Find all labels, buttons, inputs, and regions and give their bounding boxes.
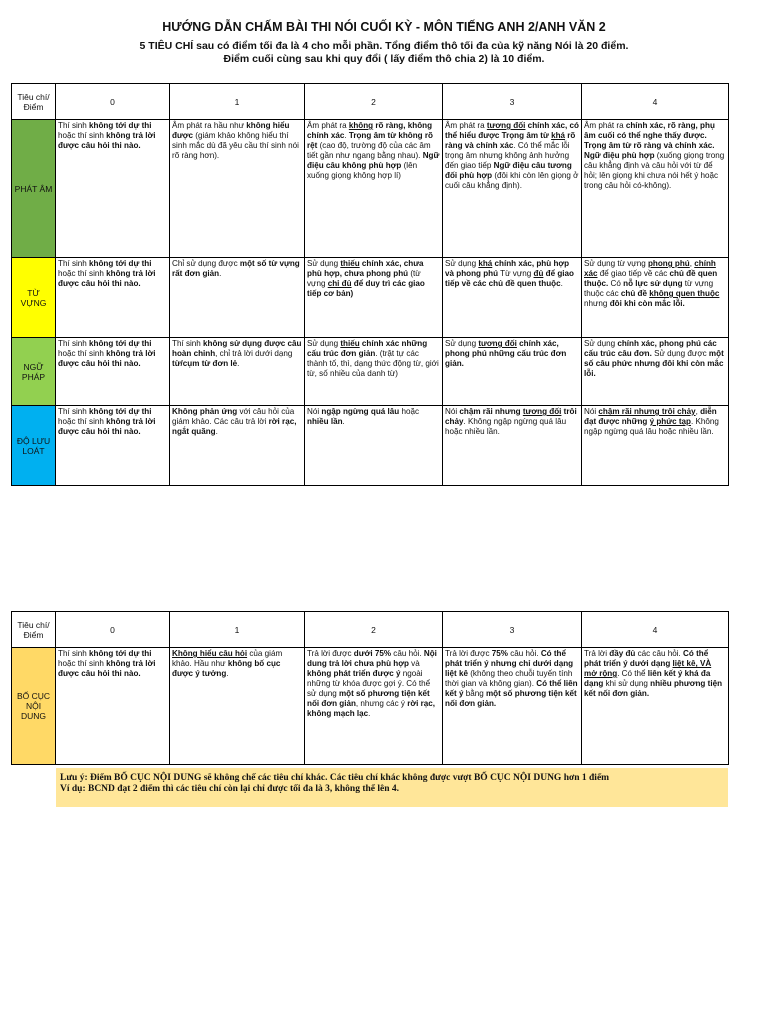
rubric-cell: Thí sinh không tới dự thi hoặc thí sinh không trả lời được câu hỏi thi nào. xyxy=(56,120,170,258)
rubric-cell: Nói ngập ngừng quá lâu hoặc nhiều lần. xyxy=(305,406,443,486)
rubric-row-do-luu-loat xyxy=(12,406,729,486)
rubric-cell: Chỉ sử dụng được một số từ vựng rất đơn giản. xyxy=(170,258,305,338)
rubric-cell: Nói chậm rãi nhưng trôi chảy, diễn đạt được những ý phức tạp. Không ngập ngừng quá lâu hoặc nhiều lần. xyxy=(582,406,729,486)
score-header-0: 0 xyxy=(56,84,170,120)
rubric-cell: Âm phát ra không rõ ràng, không chính xác. Trọng âm từ không rõ rệt (cao độ, trường độ của các âm tiết gần như ngang bằng nhau). Ngữ điệu câu không phù hợp (lên xuống giọng không hợp lí) xyxy=(305,120,443,258)
score-header-2: 2 xyxy=(305,612,443,648)
rubric-cell: Sử dụng tương đối chính xác, phong phú những cấu trúc đơn giản. xyxy=(443,338,582,406)
rubric-cell: Sử dụng thiếu chính xác những cấu trúc đơn giản. (trật tự các thành tố, thì, dạng thức động từ, giới từ, số nhiều của danh từ) xyxy=(305,338,443,406)
note-line-2: Ví dụ: BCND đạt 2 điểm thì các tiêu chí còn lại chỉ được tối đa là 3, không thể lên 4. xyxy=(60,784,399,794)
score-header-3: 3 xyxy=(443,84,582,120)
rubric-cell: Không phản ứng với câu hỏi của giám khảo. Các câu trả lời rời rạc, ngắt quãng. xyxy=(170,406,305,486)
criterion-do-luu-loat: ĐỘ LƯU LOÁT xyxy=(12,406,56,486)
criteria-header: Tiêu chí/Điểm xyxy=(12,612,56,648)
rubric-cell: Thí sinh không sử dụng được câu hoàn chỉnh, chỉ trả lời dưới dạng từ/cụm từ đơn lẻ. xyxy=(170,338,305,406)
criterion-phat-am: PHÁT ÂM xyxy=(12,120,56,258)
rubric-cell: Sử dụng khá chính xác, phù hợp và phong phú Từ vựng đủ để giao tiếp về các chủ đề quen thuộc. xyxy=(443,258,582,338)
rubric-row-phat-am xyxy=(12,120,729,258)
rubric-row-bo-cuc xyxy=(12,648,729,765)
rubric-cell: Sử dụng từ vựng phong phú, chính xác để giao tiếp về các chủ đề quen thuộc. Có nỗ lực sử dụng từ vựng thuộc các chủ đề không quen thuộc nhưng đôi khi còn mắc lỗi. xyxy=(582,258,729,338)
rubric-cell: Thí sinh không tới dự thi hoặc thí sinh không trả lời được câu hỏi thi nào. xyxy=(56,258,170,338)
score-header-1: 1 xyxy=(170,612,305,648)
criterion-ngu-phap: NGỮ PHÁP xyxy=(12,338,56,406)
score-header-3: 3 xyxy=(443,612,582,648)
score-header-4: 4 xyxy=(582,612,729,648)
criterion-bo-cuc-noi-dung: BỐ CỤC NỘI DUNG xyxy=(12,648,56,765)
rubric-table-main xyxy=(11,83,729,486)
subtitle-line-1: 5 TIÊU CHÍ sau có điểm tối đa là 4 cho mỗi phần. Tổng điểm thô tối đa của kỹ năng Nói là 20 điểm. xyxy=(139,40,629,52)
criterion-tu-vung: TỪ VỰNG xyxy=(12,258,56,338)
rubric-cell: Trả lời được 75% câu hỏi. Có thể phát triển ý nhưng chỉ dưới dạng liệt kê (không theo chuỗi tuyến tính thời gian và không gian). Có thể liên kết ý bằng một số phương tiện kết nối đơn giản. xyxy=(443,648,582,765)
criteria-header: Tiêu chí/Điểm xyxy=(12,84,56,120)
rubric-row-tu-vung xyxy=(12,258,729,338)
score-header-0: 0 xyxy=(56,612,170,648)
score-header-2: 2 xyxy=(305,84,443,120)
score-header-4: 4 xyxy=(582,84,729,120)
score-header-1: 1 xyxy=(170,84,305,120)
rubric-cell: Thí sinh không tới dự thi hoặc thí sinh không trả lời được câu hỏi thi nào. xyxy=(56,648,170,765)
note-line-1: Lưu ý: Điểm BỐ CỤC NỘI DUNG sẽ không chế các tiêu chí khác. Các tiêu chí khác không được vượt BỐ CỤC NỘI DUNG hơn 1 điểm xyxy=(60,773,610,783)
rubric-cell: Âm phát ra tương đối chính xác, có thể hiểu được Trọng âm từ khá rõ ràng và chính xác. Có thể mắc lỗi trọng âm nhưng không ảnh hưởng đến giao tiếp Ngữ điệu câu tương đối phù hợp (đôi khi còn lên giọng ở cuối câu khẳng định). xyxy=(443,120,582,258)
rubric-cell: Âm phát ra hầu như không hiểu được (giám khảo không hiểu thí sinh mắc dù đã yêu cầu thí sinh nói rõ ràng hơn). xyxy=(170,120,305,258)
rubric-cell: Trả lời đầy đủ các câu hỏi. Có thể phát triển ý dưới dạng liệt kê, VÀ mở rộng. Có thể liên kết ý khá đa dạng khi sử dụng nhiều phương tiện kết nối đơn giản. xyxy=(582,648,729,765)
rubric-table-content xyxy=(11,611,729,765)
rubric-cell: Âm phát ra chính xác, rõ ràng, phụ âm cuối có thể nghe thấy được. Trọng âm từ rõ ràng và chính xác. Ngữ điệu phù hợp (xuống giọng trong câu khẳng định và câu hỏi với từ để hỏi; lên giọng khi chưa nói hết ý hoặc trong câu hỏi có-không). xyxy=(582,120,729,258)
page-title: HƯỚNG DẪN CHẤM BÀI THI NÓI CUỐI KỲ - MÔN TIẾNG ANH 2/ANH VĂN 2 xyxy=(162,20,606,34)
rubric-cell: Sử dụng thiếu chính xác, chưa phù hợp, chưa phong phú (từ vựng chỉ đủ để duy trì các giao tiếp cơ bản) xyxy=(305,258,443,338)
rubric-cell: Thí sinh không tới dự thi hoặc thí sinh không trả lời được câu hỏi thi nào. xyxy=(56,338,170,406)
note-box xyxy=(56,768,728,807)
rubric-cell: Sử dụng chính xác, phong phú các cấu trúc câu đơn. Sử dụng được một số câu phức nhưng đôi khi còn mắc lỗi. xyxy=(582,338,729,406)
rubric-row-ngu-phap xyxy=(12,338,729,406)
subtitle-line-2: Điểm cuối cùng sau khi quy đổi ( lấy điểm thô chia 2) là 10 điểm. xyxy=(223,53,545,65)
rubric-cell: Nói chậm rãi nhưng tương đối trôi chảy. Không ngập ngừng quá lâu hoặc nhiều lần. xyxy=(443,406,582,486)
rubric-cell: Trả lời được dưới 75% câu hỏi. Nội dung trả lời chưa phù hợp và không phát triển được ý ngoài những từ khóa được gợi ý. Có thể sử dụng một số phương tiện kết nối đơn giản, nhưng các ý rời rạc, không mạch lạc. xyxy=(305,648,443,765)
rubric-cell: Không hiểu câu hỏi của giám khảo. Hầu như không bố cục được ý tưởng. xyxy=(170,648,305,765)
rubric-cell: Thí sinh không tới dự thi hoặc thí sinh không trả lời được câu hỏi thi nào. xyxy=(56,406,170,486)
